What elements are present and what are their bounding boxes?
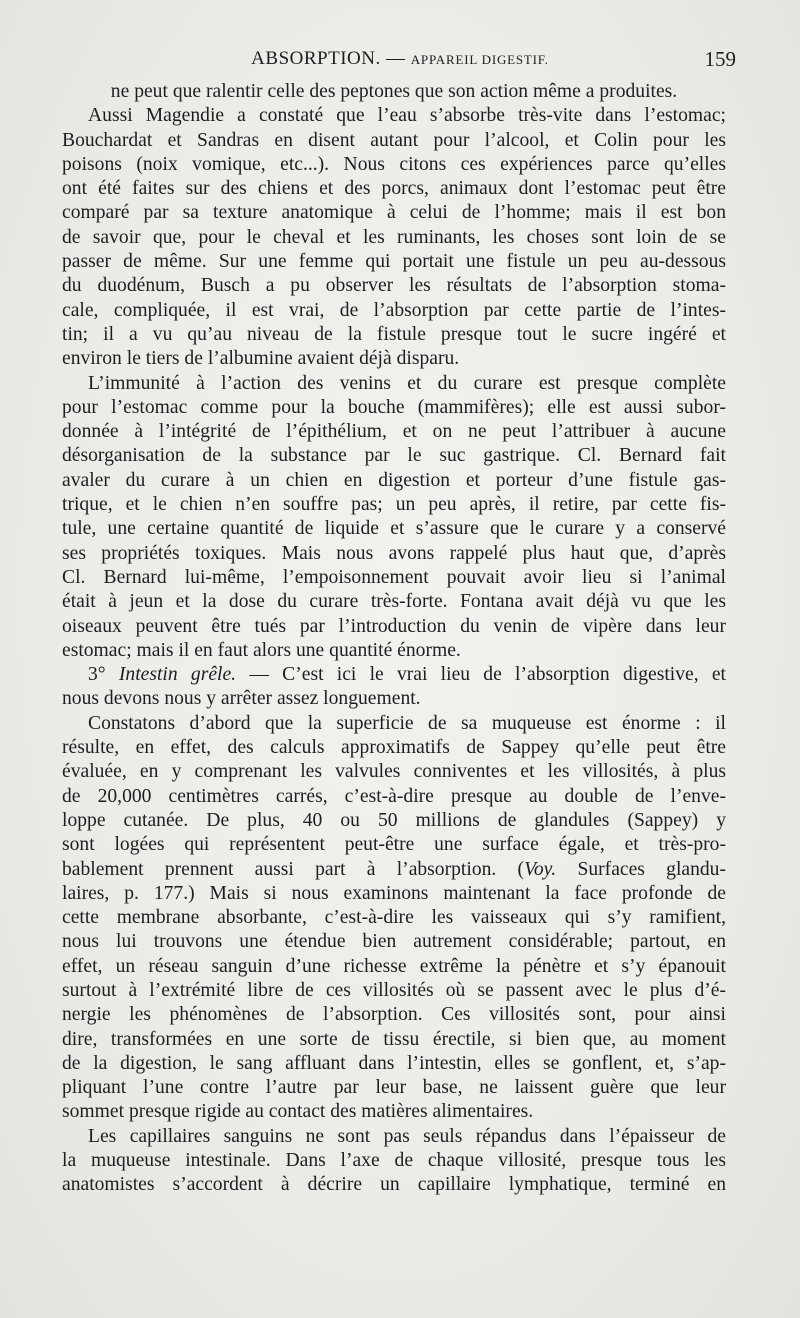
text-line: pliquant l’une contre l’autre par leur base, ne laissent guère que leur bbox=[62, 1077, 726, 1099]
text-line: cette membrane absorbante, c’est-à-dire les vaisseaux qui s’y ramifient, bbox=[62, 907, 726, 929]
cross-reference: Voy. bbox=[524, 858, 557, 880]
text-line: estomac; mais il en faut alors une quantité énorme. bbox=[62, 639, 461, 661]
text-line: sommet presque rigide au contact des matières alimentaires. bbox=[62, 1101, 534, 1123]
text-line: environ le tiers de l’albumine avaient déjà disparu. bbox=[62, 348, 460, 370]
text-line: évaluée, en y comprenant les valvules conniventes et les villosités, à plus bbox=[62, 761, 726, 783]
text-line: de la digestion, le sang affluant dans l’intestin, elles se gonflent, et, s’ap- bbox=[62, 1052, 726, 1074]
line-text: bablement prennent aussi part à l’absorption. ( bbox=[62, 858, 525, 880]
text-line: L’immunité à l’action des venins et du curare est presque complète bbox=[88, 372, 726, 394]
text-line: ses propriétés toxiques. Mais nous avons rappelé plus haut que, d’après bbox=[62, 542, 726, 564]
text-line: cale, compliquée, il est vrai, de l’absorption par cette partie de l’intes- bbox=[62, 299, 726, 321]
text-line: nous devons nous y arrêter assez longuement. bbox=[62, 688, 421, 710]
text-line: Cl. Bernard lui-même, l’empoisonnement pouvait avoir lieu si l’animal bbox=[62, 566, 726, 588]
running-head-separator: — bbox=[385, 48, 406, 69]
text-line: oiseaux peuvent être tués par l’introduction du venin de vipère dans leur bbox=[62, 615, 726, 637]
text-line: dire, transformées en une sorte de tissu érectile, si bien que, au moment bbox=[62, 1028, 726, 1050]
text-line: trique, et le chien n’en souffre pas; un peu après, il retire, par cette fis- bbox=[62, 494, 726, 516]
section-heading: Intestin grêle. bbox=[118, 664, 237, 686]
text-line: de 20,000 centimètres carrés, c’est-à-dire presque au double de l’enve- bbox=[62, 785, 726, 807]
running-head-title: ABSORPTION. bbox=[251, 48, 381, 69]
running-head-title-group bbox=[60, 44, 740, 75]
page-number: 159 bbox=[704, 47, 736, 71]
text-line: ont été faites sur des chiens et des porcs, animaux dont l’estomac peut être bbox=[62, 178, 726, 200]
text-line: donnée à l’intégrité de l’épithélium, et on ne peut l’attribuer à aucune bbox=[62, 421, 726, 443]
text-line: était à jeun et la dose du curare très-forte. Fontana avait déjà vu que les bbox=[62, 591, 726, 613]
text-line: résulte, en effet, des calculs approximatifs de Sappey qu’elle peut être bbox=[62, 737, 726, 759]
section-number: 3° bbox=[88, 664, 106, 686]
text-line: loppe cutanée. De plus, 40 ou 50 millions de glandules (Sappey) y bbox=[62, 809, 726, 831]
text-line: laires, p. 177.) Mais si nous examinons maintenant la face profonde de bbox=[62, 882, 726, 904]
text-line: Les capillaires sanguins ne sont pas seuls répandus dans l’épaisseur de bbox=[88, 1125, 726, 1147]
text-line: du duodénum, Busch a pu observer les résultats de l’absorption stoma- bbox=[62, 275, 726, 297]
text-line: nergie les phénomènes de l’absorption. Ces villosités sont, pour ainsi bbox=[62, 1004, 726, 1026]
text-line: sont logées qui représentent peut-être une surface égale, et très-pro- bbox=[62, 834, 726, 856]
running-head bbox=[60, 44, 740, 74]
line-text: Surfaces glandu- bbox=[556, 858, 726, 880]
body-text bbox=[62, 80, 726, 1198]
text-line: surtout à l’extrémité libre de ces villosités où se passent avec le plus d’é- bbox=[62, 979, 726, 1001]
running-head-subtitle: APPAREIL DIGESTIF. bbox=[410, 52, 549, 67]
text-line: nous lui trouvons une étendue bien autrement considérable; partout, en bbox=[62, 931, 726, 953]
text-line: Aussi Magendie a constaté que l’eau s’absorbe très-vite dans l’estomac; bbox=[88, 105, 726, 127]
text-line: anatomistes s’accordent à décrire un capillaire lymphatique, terminé en bbox=[62, 1174, 726, 1196]
text-line: de savoir que, pour le cheval et les ruminants, les choses sont loin de se bbox=[62, 226, 726, 248]
text-line: désorganisation de la substance par le suc gastrique. Cl. Bernard fait bbox=[62, 445, 726, 467]
text-line: tule, une certaine quantité de liquide et s’assure que le curare y a conservé bbox=[62, 518, 726, 540]
text-line: effet, un réseau sanguin d’une richesse extrême la pénètre et s’y épanouit bbox=[62, 955, 726, 977]
text-line: comparé par sa texture anatomique à celui de l’homme; mais il est bon bbox=[62, 202, 726, 224]
text-line bbox=[62, 858, 726, 882]
text-line bbox=[62, 663, 726, 687]
text-line: poisons (noix vomique, etc...). Nous citons ces expériences parce qu’elles bbox=[62, 153, 726, 175]
text-line: pour l’estomac comme pour la bouche (mammifères); elle est aussi subor- bbox=[62, 396, 726, 418]
text-line: Bouchardat et Sandras en disent autant pour l’alcool, et Colin pour les bbox=[62, 129, 726, 151]
text-line: Constatons d’abord que la superficie de sa muqueuse est énorme : il bbox=[88, 712, 726, 734]
section-text: — C’est ici le vrai lieu de l’absorption digestive, et bbox=[249, 664, 726, 686]
text-line: passer de même. Sur une femme qui portait une fistule un peu au-dessous bbox=[62, 251, 726, 273]
text-line: la muqueuse intestinale. Dans l’axe de chaque villosité, presque tous les bbox=[62, 1150, 726, 1172]
text-line: avaler du curare à un chien en digestion et porteur d’une fistule gas- bbox=[62, 469, 726, 491]
text-line: ne peut que ralentir celle des peptones que son action même a produites. bbox=[110, 81, 678, 102]
text-line: tin; il a vu qu’au niveau de la fistule presque tout le sucre ingéré et bbox=[62, 323, 726, 345]
